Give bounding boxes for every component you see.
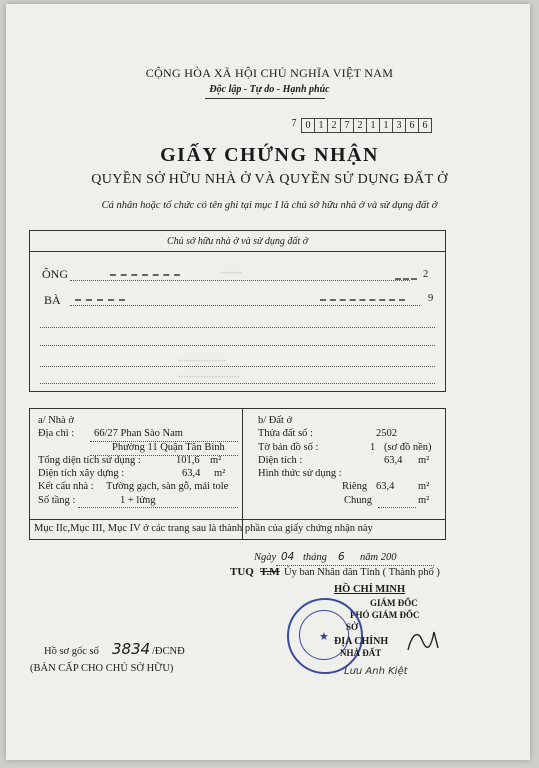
serial-number bbox=[287, 118, 432, 133]
serial-digit: 2 bbox=[354, 118, 367, 133]
house-structure: Tường gạch, sàn gỗ, mái tole bbox=[106, 481, 229, 492]
date-month: 6 bbox=[338, 551, 345, 563]
republic-heading: CỘNG HÒA XÃ HỘI CHỦ NGHĨA VIỆT NAM bbox=[145, 66, 394, 80]
owner-blurred-address: ················· bbox=[178, 357, 227, 365]
serial-digit: 1 bbox=[380, 118, 393, 133]
seal-line2: ĐỊA CHÍNH bbox=[334, 636, 389, 647]
property-section bbox=[29, 408, 446, 540]
ba-redacted-name bbox=[75, 299, 125, 301]
serial-digit: 7 bbox=[341, 118, 354, 133]
house-floors-label: Số tầng : bbox=[38, 495, 76, 506]
footer-note: Mục IIc,Mục III, Mục IV ở các trang sau là thành phần của giấy chứng nhận này bbox=[34, 523, 373, 534]
motto-underline bbox=[205, 98, 325, 99]
land-map-note: (sơ đồ nền) bbox=[384, 442, 432, 453]
authority-struck: T.M bbox=[260, 566, 280, 578]
date-year-label: năm 200 bbox=[360, 552, 397, 563]
owner-dotted-line bbox=[40, 366, 435, 367]
ong-redacted-mark bbox=[395, 278, 417, 280]
owner-dotted-line bbox=[40, 383, 435, 384]
date-day-label: Ngày bbox=[254, 552, 277, 563]
land-parcel-label: Thửa đất số : bbox=[258, 428, 313, 439]
serial-digit: 2 bbox=[328, 118, 341, 133]
land-area-label: Diện tích : bbox=[258, 455, 303, 466]
seal-line3: NHÀ ĐẤT bbox=[340, 648, 382, 658]
dotted-line bbox=[378, 507, 416, 508]
record-label: Hồ sơ gốc số bbox=[44, 646, 99, 657]
ba-suffix: 9 bbox=[428, 293, 434, 304]
serial-digit: 1 bbox=[367, 118, 380, 133]
certificate-subtitle: QUYỀN SỞ HỮU NHÀ Ở VÀ QUYỀN SỬ DỤNG ĐẤT Ở bbox=[91, 172, 448, 187]
serial-digit: 3 bbox=[393, 118, 406, 133]
land-private-label: Riêng bbox=[342, 481, 368, 492]
house-address-label: Địa chỉ : bbox=[38, 428, 75, 439]
record-note: (BẢN CẤP CHO CHỦ SỞ HỮU) bbox=[30, 663, 174, 674]
owner-blurred-address: ······················ bbox=[178, 373, 241, 381]
date-dotted-line bbox=[276, 565, 434, 566]
house-total-area: 101,6 bbox=[176, 455, 200, 466]
land-heading: b/ Đất ở bbox=[258, 415, 293, 426]
certificate-note: Cá nhân hoặc tổ chức có tên ghi tại mục I là chủ sở hữu nhà ở và sử dụng đất ở bbox=[101, 200, 438, 211]
ba-label: BÀ bbox=[44, 293, 61, 307]
land-shared-label: Chung bbox=[344, 495, 373, 506]
house-structure-label: Kết cấu nhà : bbox=[38, 481, 94, 492]
authority-prefix: TUQ bbox=[230, 566, 254, 578]
record-number: 3834 bbox=[112, 640, 151, 658]
ong-redacted-name bbox=[110, 274, 180, 276]
house-build-area: 63,4 bbox=[182, 468, 201, 479]
land-private: 63,4 bbox=[376, 481, 395, 492]
authority-line1: Ủy ban Nhân dân Tỉnh ( Thành phố ) bbox=[284, 567, 440, 578]
land-map-label: Tờ bản đồ số : bbox=[258, 442, 319, 453]
ong-dotted-line bbox=[70, 280, 410, 281]
land-area-unit: m² bbox=[418, 455, 430, 466]
house-floors: 1 + lửng bbox=[120, 495, 156, 506]
house-heading: a/ Nhà ở bbox=[38, 415, 74, 426]
owner-dotted-line bbox=[40, 345, 435, 346]
land-area: 63,4 bbox=[384, 455, 403, 466]
house-address-line2: Phường 11 Quận Tân Bình bbox=[112, 442, 225, 453]
record-suffix: /ĐCNĐ bbox=[152, 646, 185, 657]
land-parcel: 2502 bbox=[376, 428, 397, 439]
owner-dotted-line bbox=[40, 327, 435, 328]
ba-dotted-line bbox=[70, 305, 420, 306]
dotted-line bbox=[78, 507, 238, 508]
house-build-area-label: Diện tích xây dựng : bbox=[38, 468, 125, 479]
date-day: 04 bbox=[281, 551, 295, 563]
serial-prefix: 7 bbox=[291, 118, 297, 129]
date-month-label: tháng bbox=[303, 552, 327, 563]
land-usage-label: Hình thức sử dụng : bbox=[258, 468, 342, 479]
authority-title2: PHÓ GIÁM ĐỐC bbox=[350, 610, 420, 620]
house-total-area-unit: m² bbox=[210, 455, 222, 466]
serial-digit: 6 bbox=[406, 118, 419, 133]
authority-line2: HỒ CHÍ MINH bbox=[334, 584, 406, 595]
seal-line1: SỞ bbox=[346, 622, 359, 632]
serial-digit: 6 bbox=[419, 118, 432, 133]
motto: Độc lập - Tự do - Hạnh phúc bbox=[209, 84, 330, 95]
serial-digit: 0 bbox=[301, 118, 315, 133]
land-shared-unit: m² bbox=[418, 495, 430, 506]
section-bottom-line bbox=[30, 519, 445, 520]
house-address-line1: 66/27 Phan Sào Nam bbox=[94, 428, 183, 439]
signer-name: Lưu Anh Kiệt bbox=[344, 666, 408, 677]
ba-redacted-mark bbox=[320, 299, 405, 301]
house-total-area-label: Tổng diện tích sử dụng : bbox=[38, 455, 141, 466]
house-build-area-unit: m² bbox=[214, 468, 226, 479]
ong-suffix: 2 bbox=[423, 269, 429, 280]
authority-title1: GIÁM ĐỐC bbox=[370, 598, 418, 608]
owner-section-header: Chủ sở hữu nhà ở và sử dụng đất ở bbox=[30, 231, 445, 252]
ong-blurred-text: ········ bbox=[220, 269, 243, 277]
certificate-title: GIẤY CHỨNG NHẬN bbox=[160, 144, 379, 166]
serial-digit: 1 bbox=[315, 118, 328, 133]
land-private-unit: m² bbox=[418, 481, 430, 492]
seal-star-icon: ★ bbox=[319, 631, 329, 643]
owner-section bbox=[29, 230, 446, 392]
land-map: 1 bbox=[370, 442, 376, 453]
signature-icon bbox=[404, 626, 444, 656]
ong-label: ÔNG bbox=[42, 267, 68, 281]
